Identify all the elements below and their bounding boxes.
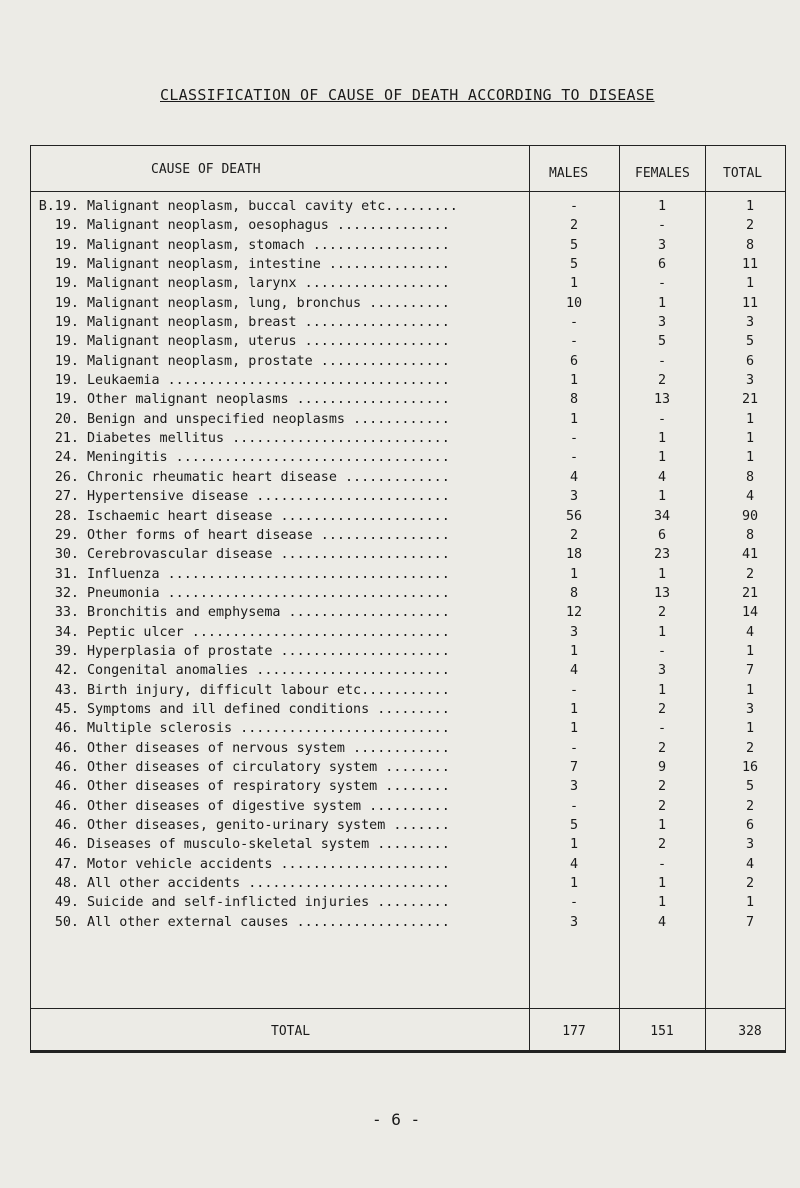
row-total: 2	[745, 798, 755, 814]
row-males: 1	[569, 721, 579, 737]
row-code: 19.	[54, 218, 79, 234]
row-cause: Other diseases of digestive system ..........	[87, 798, 450, 814]
row-cause: Cerebrovascular disease .....................	[87, 547, 450, 563]
row-females: 2	[657, 779, 667, 795]
row-males: 1	[569, 876, 579, 892]
row-males: 8	[569, 392, 579, 408]
row-females: 3	[657, 237, 667, 253]
row-total: 4	[745, 624, 755, 640]
row-females: 4	[657, 914, 667, 930]
table-row	[31, 373, 785, 392]
table-row	[31, 315, 785, 334]
row-code: 43.	[54, 682, 79, 698]
row-cause: Bronchitis and emphysema ....................	[87, 605, 450, 621]
row-total: 2	[745, 740, 755, 756]
row-total: 1	[745, 450, 755, 466]
row-cause: Influenza ...................................	[87, 566, 450, 582]
row-females: 2	[657, 798, 667, 814]
table-row	[31, 779, 785, 798]
row-code: 28.	[54, 508, 79, 524]
row-cause: Other forms of heart disease ................	[87, 527, 450, 543]
row-total: 7	[745, 914, 755, 930]
table-row	[31, 663, 785, 682]
row-males: 1	[569, 643, 579, 659]
table-row	[31, 296, 785, 315]
row-code: 39.	[54, 643, 79, 659]
table-row	[31, 547, 785, 566]
row-males: 8	[569, 585, 579, 601]
row-females: 1	[657, 566, 667, 582]
table-row	[31, 450, 785, 469]
row-total: 3	[745, 315, 755, 331]
row-males: 4	[569, 469, 579, 485]
row-cause: All other external causes ...................	[87, 914, 450, 930]
row-total: 11	[741, 257, 759, 273]
total-females: 151	[650, 1024, 674, 1039]
table-row	[31, 915, 785, 934]
row-cause: Malignant neoplasm, oesophagus ..............	[87, 218, 450, 234]
row-total: 1	[745, 682, 755, 698]
row-total: 1	[745, 199, 755, 214]
row-total: 2	[745, 566, 755, 582]
row-code: 24.	[54, 450, 79, 466]
row-cause: Birth injury, difficult labour etc...........	[87, 682, 450, 698]
row-cause: Benign and unspecified neoplasms ............	[87, 411, 450, 427]
row-females: 1	[657, 818, 667, 833]
row-total: 11	[741, 295, 759, 311]
table-row	[31, 528, 785, 547]
row-females: 34	[653, 508, 671, 524]
row-males: 5	[569, 257, 579, 273]
row-code: 48.	[54, 876, 79, 892]
row-code: 46.	[54, 818, 79, 833]
row-code: 47.	[54, 856, 79, 872]
row-total: 16	[741, 759, 759, 775]
row-females: 6	[657, 527, 667, 543]
row-code: 45.	[54, 701, 79, 717]
row-cause: Ischaemic heart disease .....................	[87, 508, 450, 524]
row-total: 1	[745, 721, 755, 737]
row-females: -	[657, 276, 667, 292]
row-total: 14	[741, 605, 759, 621]
row-total: 1	[745, 431, 755, 447]
row-total: 21	[741, 392, 759, 408]
row-code: 20.	[54, 411, 79, 427]
row-females: -	[657, 856, 667, 872]
row-code: 27.	[54, 489, 79, 505]
row-total: 1	[745, 895, 755, 911]
table-row	[31, 837, 785, 856]
row-code: 19.	[54, 257, 79, 273]
table-row	[31, 644, 785, 663]
row-code: 19.	[54, 276, 79, 292]
row-total: 2	[745, 218, 755, 234]
row-cause: Other diseases of nervous system ............	[87, 740, 450, 756]
table-row	[31, 334, 785, 353]
row-total: 6	[745, 818, 755, 833]
row-males: -	[569, 740, 579, 756]
row-code: 29.	[54, 527, 79, 543]
row-cause: Malignant neoplasm, prostate ................	[87, 353, 450, 369]
row-total: 4	[745, 489, 755, 505]
row-code: 46.	[54, 721, 79, 737]
row-total: 21	[741, 585, 759, 601]
row-cause: Malignant neoplasm, breast ..................	[87, 315, 450, 331]
row-cause: Hypertensive disease ........................	[87, 489, 450, 505]
row-females: 1	[657, 295, 667, 311]
row-males: 4	[569, 856, 579, 872]
row-males: 2	[569, 218, 579, 234]
row-code: 30.	[54, 547, 79, 563]
header-females: FEMALES	[635, 166, 690, 181]
row-females: -	[657, 411, 667, 427]
row-cause: Congenital anomalies ........................	[87, 663, 450, 679]
row-code: B.19.	[38, 199, 79, 214]
row-females: 9	[657, 759, 667, 775]
row-code: 34.	[54, 624, 79, 640]
row-code: 46.	[54, 740, 79, 756]
header-total: TOTAL	[723, 166, 763, 181]
table-row	[31, 199, 785, 218]
row-cause: Leukaemia ...................................	[87, 373, 450, 389]
table-row	[31, 702, 785, 721]
row-females: 1	[657, 682, 667, 698]
row-males: 1	[569, 373, 579, 389]
row-females: 13	[653, 585, 671, 601]
table-row	[31, 567, 785, 586]
row-males: 3	[569, 914, 579, 930]
table-row	[31, 895, 785, 914]
row-code: 46.	[54, 779, 79, 795]
row-total: 8	[745, 527, 755, 543]
row-females: 1	[657, 431, 667, 447]
row-total: 41	[741, 547, 759, 563]
row-total: 2	[745, 876, 755, 892]
row-females: -	[657, 353, 667, 369]
table-row	[31, 818, 785, 837]
table-row	[31, 509, 785, 528]
row-code: 19.	[54, 392, 79, 408]
row-females: 2	[657, 605, 667, 621]
row-males: 2	[569, 527, 579, 543]
row-females: 1	[657, 450, 667, 466]
row-females: 23	[653, 547, 671, 563]
table-row	[31, 799, 785, 818]
row-code: 19.	[54, 295, 79, 311]
page-title: CLASSIFICATION OF CAUSE OF DEATH ACCORDING TO DISEASE	[160, 86, 655, 104]
row-total: 90	[741, 508, 759, 524]
row-males: 12	[565, 605, 583, 621]
row-total: 1	[745, 276, 755, 292]
table-row	[31, 238, 785, 257]
row-males: 56	[565, 508, 583, 524]
row-males: -	[569, 895, 579, 911]
total-divider	[31, 1008, 785, 1009]
row-females: 1	[657, 895, 667, 911]
table-row	[31, 276, 785, 295]
row-males: 4	[569, 663, 579, 679]
row-females: 1	[657, 624, 667, 640]
table-row	[31, 760, 785, 779]
row-females: 1	[657, 489, 667, 505]
row-total: 3	[745, 701, 755, 717]
table-row	[31, 392, 785, 411]
row-code: 32.	[54, 585, 79, 601]
row-males: 1	[569, 566, 579, 582]
table-row	[31, 431, 785, 450]
row-cause: Malignant neoplasm, stomach .................	[87, 237, 450, 253]
table-row	[31, 721, 785, 740]
row-cause: Other diseases of respiratory system ........	[87, 779, 450, 795]
row-total: 7	[745, 663, 755, 679]
row-females: -	[657, 721, 667, 737]
row-females: -	[657, 643, 667, 659]
row-code: 46.	[54, 798, 79, 814]
row-cause: Suicide and self-inflicted injuries .........	[87, 895, 450, 911]
row-males: 18	[565, 547, 583, 563]
row-cause: Diabetes mellitus ...........................	[87, 431, 450, 447]
header-males: MALES	[549, 166, 589, 181]
table-row	[31, 625, 785, 644]
row-males: 3	[569, 624, 579, 640]
table-row	[31, 683, 785, 702]
row-females: 6	[657, 257, 667, 273]
row-total: 6	[745, 353, 755, 369]
row-males: -	[569, 431, 579, 447]
row-males: -	[569, 798, 579, 814]
table-row	[31, 257, 785, 276]
row-males: 3	[569, 779, 579, 795]
row-code: 19.	[54, 334, 79, 350]
row-males: 1	[569, 701, 579, 717]
total-males: 177	[562, 1024, 586, 1039]
row-code: 19.	[54, 353, 79, 369]
table-row	[31, 876, 785, 895]
row-males: 5	[569, 818, 579, 833]
row-cause: Malignant neoplasm, larynx ..................	[87, 276, 450, 292]
row-code: 31.	[54, 566, 79, 582]
row-cause: Chronic rheumatic heart disease .............	[87, 469, 450, 485]
table-row	[31, 857, 785, 876]
row-cause: Motor vehicle accidents .....................	[87, 856, 450, 872]
row-code: 19.	[54, 237, 79, 253]
table-row	[31, 412, 785, 431]
row-males: 1	[569, 837, 579, 853]
row-males: 7	[569, 759, 579, 775]
row-females: 1	[657, 199, 667, 214]
row-total: 8	[745, 469, 755, 485]
row-males: 5	[569, 237, 579, 253]
cause-of-death-table	[30, 145, 786, 1053]
row-code: 49.	[54, 895, 79, 911]
row-code: 19.	[54, 373, 79, 389]
header-cause: CAUSE OF DEATH	[151, 162, 261, 177]
row-females: 4	[657, 469, 667, 485]
row-cause: Symptoms and ill defined conditions .........	[87, 701, 450, 717]
row-total: 3	[745, 837, 755, 853]
row-females: 2	[657, 837, 667, 853]
row-cause: Hyperplasia of prostate .....................	[87, 643, 450, 659]
row-females: -	[657, 218, 667, 234]
row-females: 3	[657, 663, 667, 679]
row-cause: Malignant neoplasm, intestine ...............	[87, 257, 450, 273]
row-cause: All other accidents .........................	[87, 876, 450, 892]
row-cause: Peptic ulcer ................................	[87, 624, 450, 640]
row-cause: Other diseases of circulatory system ........	[87, 759, 450, 775]
row-males: -	[569, 450, 579, 466]
row-males: 1	[569, 276, 579, 292]
row-code: 26.	[54, 469, 79, 485]
row-males: 10	[565, 295, 583, 311]
table-row	[31, 470, 785, 489]
row-cause: Malignant neoplasm, buccal cavity etc.........	[87, 199, 458, 214]
row-males: 3	[569, 489, 579, 505]
row-code: 21.	[54, 431, 79, 447]
row-males: -	[569, 199, 579, 214]
row-males: 1	[569, 411, 579, 427]
row-cause: Malignant neoplasm, lung, bronchus ..........	[87, 295, 450, 311]
row-females: 2	[657, 373, 667, 389]
table-row	[31, 605, 785, 624]
row-code: 33.	[54, 605, 79, 621]
table-row	[31, 489, 785, 508]
row-cause: Meningitis ..................................	[87, 450, 450, 466]
table-row	[31, 218, 785, 237]
total-all: 328	[738, 1024, 762, 1039]
row-total: 8	[745, 237, 755, 253]
row-total: 1	[745, 643, 755, 659]
row-males: -	[569, 334, 579, 350]
row-females: 13	[653, 392, 671, 408]
row-cause: Multiple sclerosis ..........................	[87, 721, 450, 737]
row-males: -	[569, 682, 579, 698]
row-males: -	[569, 315, 579, 331]
row-cause: Other malignant neoplasms ...................	[87, 392, 450, 408]
row-cause: Malignant neoplasm, uterus ..................	[87, 334, 450, 350]
row-females: 1	[657, 876, 667, 892]
row-total: 4	[745, 856, 755, 872]
total-label: TOTAL	[271, 1024, 311, 1039]
row-females: 2	[657, 701, 667, 717]
table-body	[31, 199, 785, 934]
row-code: 46.	[54, 759, 79, 775]
row-cause: Diseases of musculo-skeletal system .........	[87, 837, 450, 853]
table-row	[31, 354, 785, 373]
row-total: 3	[745, 373, 755, 389]
row-cause: Other diseases, genito-urinary system .......	[87, 818, 450, 833]
row-code: 50.	[54, 914, 79, 930]
row-females: 2	[657, 740, 667, 756]
row-males: 6	[569, 353, 579, 369]
row-total: 5	[745, 334, 755, 350]
row-code: 46.	[54, 837, 79, 853]
page-number: - 6 -	[372, 1110, 421, 1129]
row-females: 5	[657, 334, 667, 350]
header-divider	[31, 191, 785, 192]
row-females: 3	[657, 315, 667, 331]
table-row	[31, 586, 785, 605]
table-row	[31, 741, 785, 760]
row-code: 19.	[54, 315, 79, 331]
row-total: 5	[745, 779, 755, 795]
row-total: 1	[745, 411, 755, 427]
row-cause: Pneumonia ...................................	[87, 585, 450, 601]
row-code: 42.	[54, 663, 79, 679]
